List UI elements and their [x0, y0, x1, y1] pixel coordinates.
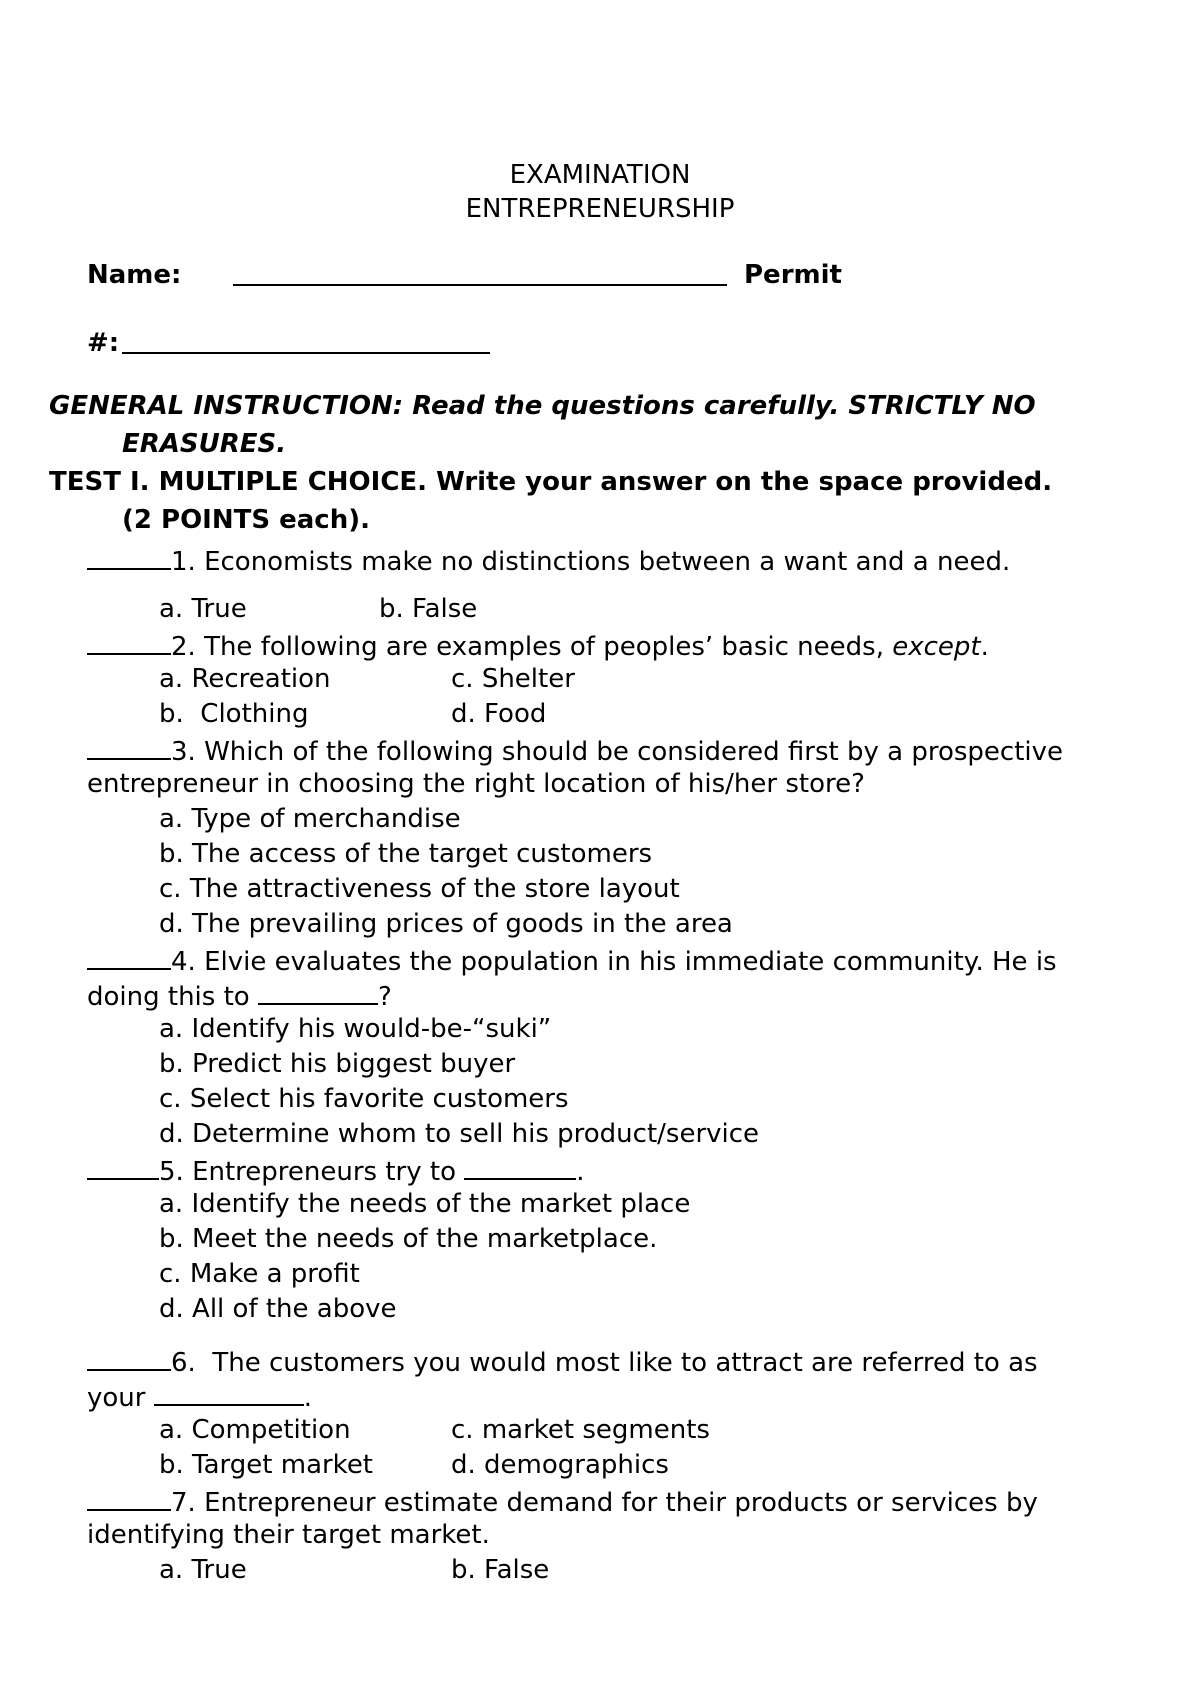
question-1: 1. Economists make no distinctions between a want and a need. — [87, 546, 1010, 575]
question-7: 7. Entrepreneur estimate demand for their products or services by — [87, 1487, 1038, 1516]
q5-inline-blank — [464, 1156, 576, 1180]
answer-blank-4[interactable] — [87, 946, 171, 970]
question-3-line2: entrepreneur in choosing the right location of his/her store? — [87, 769, 865, 799]
answer-blank-1[interactable] — [87, 546, 171, 570]
permit-label: Permit — [744, 260, 842, 290]
q4-inline-blank — [258, 981, 378, 1005]
q4-option-a: a. Identify his would-be-“suki” — [159, 1014, 552, 1044]
exam-title: EXAMINATION — [509, 160, 691, 190]
q2-option-d: d. Food — [451, 699, 547, 729]
question-3: 3. Which of the following should be considered first by a prospective — [87, 736, 1063, 765]
q6-option-a: a. Competition — [159, 1415, 351, 1445]
answer-blank-5[interactable] — [87, 1156, 159, 1180]
q6-option-b: b. Target market — [159, 1450, 374, 1480]
q1-option-b: b. False — [379, 594, 478, 624]
q4-option-c: c. Select his favorite customers — [159, 1084, 569, 1114]
exam-subject: ENTREPRENEURSHIP — [465, 194, 735, 224]
q1-option-a: a. True — [159, 594, 247, 624]
q3-option-d: d. The prevailing prices of goods in the area — [159, 909, 733, 939]
q6-option-c: c. market segments — [451, 1415, 710, 1445]
name-blank[interactable] — [233, 284, 727, 286]
q2-option-b: b. Clothing — [159, 699, 309, 729]
q2-option-c: c. Shelter — [451, 664, 575, 694]
question-5: 5. Entrepreneurs try to . — [87, 1156, 585, 1185]
permit-number-blank[interactable] — [122, 352, 490, 354]
q4-option-d: d. Determine whom to sell his product/service — [159, 1119, 760, 1149]
question-6: 6. The customers you would most like to attract are referred to as — [87, 1347, 1038, 1376]
q6-option-d: d. demographics — [451, 1450, 669, 1480]
general-instruction-line2: ERASURES. — [122, 429, 287, 459]
number-label: #: — [87, 328, 120, 358]
answer-blank-7[interactable] — [87, 1487, 171, 1511]
question-7-line2: identifying their target market. — [87, 1520, 490, 1550]
question-2: 2. The following are examples of peoples’ basic needs, except. — [87, 631, 989, 660]
q7-option-b: b. False — [451, 1555, 550, 1585]
general-instruction-line1: GENERAL INSTRUCTION: Read the questions carefully. STRICTLY NO — [49, 391, 1036, 421]
q4-option-b: b. Predict his biggest buyer — [159, 1049, 516, 1079]
test1-heading-line1: TEST I. MULTIPLE CHOICE. Write your answer on the space provided. — [49, 467, 1053, 497]
question-4: 4. Elvie evaluates the population in his immediate community. He is — [87, 946, 1057, 975]
q3-option-b: b. The access of the target customers — [159, 839, 653, 869]
q6-inline-blank — [154, 1382, 304, 1406]
question-6-line2: your . — [87, 1383, 312, 1413]
name-label: Name: — [87, 260, 182, 290]
question-4-line2: doing this to ? — [87, 982, 392, 1012]
q2-option-a: a. Recreation — [159, 664, 331, 694]
q7-option-a: a. True — [159, 1555, 247, 1585]
q3-option-a: a. Type of merchandise — [159, 804, 461, 834]
answer-blank-2[interactable] — [87, 631, 171, 655]
answer-blank-3[interactable] — [87, 736, 171, 760]
q3-option-c: c. The attractiveness of the store layout — [159, 874, 680, 904]
q5-option-c: c. Make a profit — [159, 1259, 360, 1289]
q5-option-a: a. Identify the needs of the market place — [159, 1189, 691, 1219]
answer-blank-6[interactable] — [87, 1347, 171, 1371]
q5-option-d: d. All of the above — [159, 1294, 397, 1324]
test1-heading-line2: (2 POINTS each). — [122, 505, 370, 535]
q5-option-b: b. Meet the needs of the marketplace. — [159, 1224, 658, 1254]
